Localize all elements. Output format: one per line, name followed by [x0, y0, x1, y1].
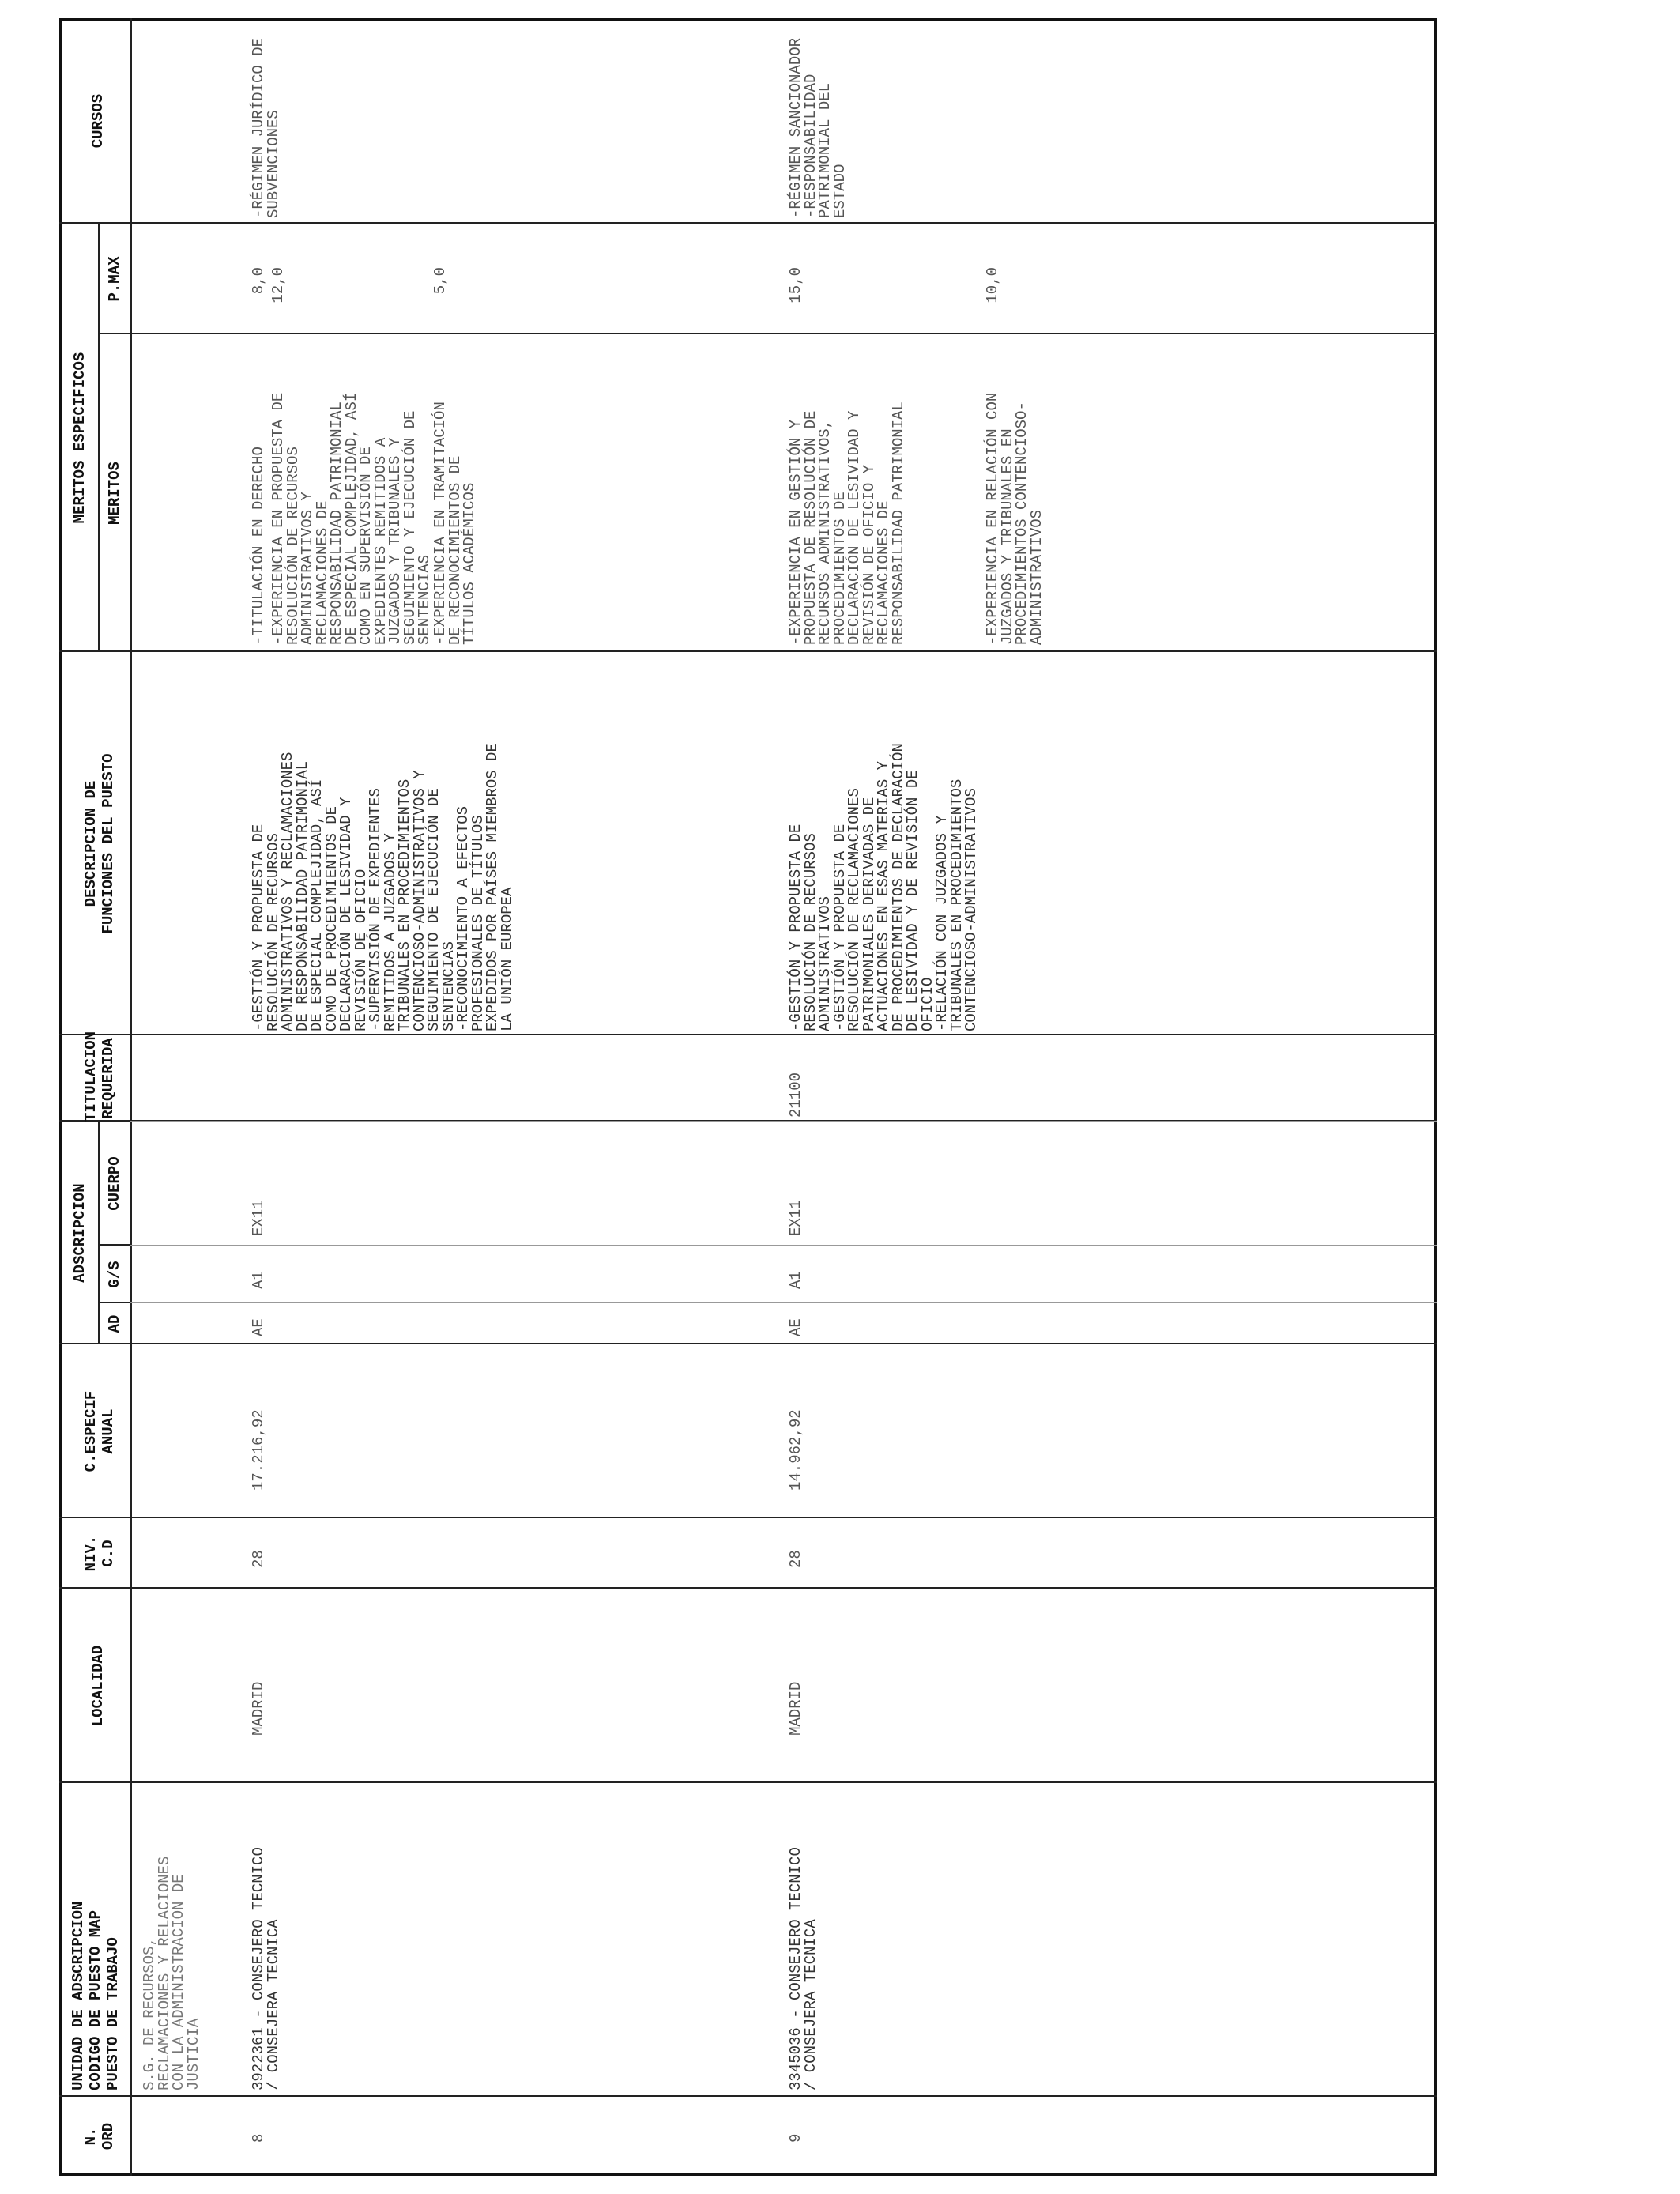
- row-8-merito-2-pmax: 12,0: [269, 267, 287, 303]
- row-9-localidad: MADRID: [787, 1681, 804, 1736]
- col-rule-2: [59, 1781, 1437, 1783]
- row-8-number: 8: [250, 2133, 267, 2143]
- header-bottom-rule: [130, 18, 132, 2176]
- unit-heading: S.G. DE RECURSOS, RECLAMACIONES Y RELACIONES CON LA ADMINISTRACION DE JUSTICIA: [141, 1856, 202, 2090]
- col-rule-6-body: [130, 1302, 1437, 1303]
- col-rule-7-body: [130, 1245, 1437, 1246]
- row-8-gs: A1: [250, 1271, 267, 1289]
- header-titulacion: TITULACION REQUERIDA: [82, 1031, 117, 1122]
- col-rule-11: [98, 333, 1437, 334]
- header-gs: G/S: [106, 1261, 123, 1288]
- header-descripcion: DESCRIPCION DE FUNCIONES DEL PUESTO: [82, 753, 117, 934]
- col-rule-12: [59, 222, 1437, 224]
- header-especifico: C.ESPECIF ANUAL: [82, 1390, 117, 1472]
- row-9-gs: A1: [787, 1271, 804, 1289]
- row-8-descripcion: -GESTIÓN Y PROPUESTA DE RESOLUCIÓN DE RECURSOS ADMINISTRATIVOS Y RECLAMACIONES DE RESPONSABILIDAD PATRIMONIAL DE ESPECIAL COMPLEJIDAD, ASÍ COMO DE PROCEDIMIENTOS DE DECLARACIÓN DE LESIVIDAD Y REVISIÓN DE OFICIO -SUPERVISIÓN DE EXPEDIENTES REMITIDOS A JUZGADOS Y TRIBUNALES EN PROCEDIMIENTOS CONTENCIOSO-ADMINISTRATIVOS Y SEGUIMIENTO DE EJECUCIÓN DE SENTENCIAS -RECONOCIMIENTO A EFECTOS PROFESIONALES DE TÍTULOS EXPEDIDOS POR PAÍSES MIEMBROS DE LA UNIÓN EUROPEA: [250, 743, 516, 1031]
- col-rule-3: [59, 1587, 1437, 1589]
- row-8-localidad: MADRID: [250, 1681, 267, 1736]
- header-cursos: CURSOS: [89, 93, 107, 149]
- row-9-titulacion: 21100: [787, 1072, 804, 1118]
- row-9-merito-2-pmax: 10,0: [984, 267, 1001, 303]
- row-9-especifico: 14.962,92: [787, 1409, 804, 1491]
- col-rule-1: [59, 2095, 1437, 2097]
- row-9-number: 9: [787, 2133, 804, 2143]
- subheader-rule-meritos: [98, 224, 100, 652]
- header-pmax: P.MAX: [106, 256, 123, 302]
- header-n-ord: N. ORD: [82, 2122, 117, 2151]
- col-rule-9: [59, 1034, 1437, 1035]
- row-9-puesto: 3345036 - CONSEJERO TECNICO / CONSEJERA TECNICA: [787, 1847, 819, 2090]
- row-9-merito-1: -EXPERIENCIA EN GESTIÓN Y PROPUESTA DE RESOLUCIÓN DE RECURSOS ADMINISTRATIVOS, PROCEDIMIENTOS DE DECLARACIÓN DE LESIVIDAD Y REVISIÓN DE OFICIO Y RECLAMACIONES DE RESPONSABILIDAD PATRIMONIAL: [787, 401, 907, 645]
- row-8-ad: AE: [250, 1318, 267, 1336]
- row-8-cursos: -RÉGIMEN JURÍDICO DE SUBVENCIONES: [250, 37, 282, 218]
- row-8-cuerpo: EX11: [250, 1200, 267, 1236]
- row-8-merito-2: -EXPERIENCIA EN PROPUESTA DE RESOLUCIÓN DE RECURSOS ADMINISTRATIVOS Y RECLAMACIONES DE RESPONSABILIDAD PATRIMONIAL DE ESPECIAL COMPLEJIDAD, ASÍ COMO EN SUPERVISIÓN DE EXPEDIENTES REMITIDOS A JUZGADOS Y TRIBUNALES Y SEGUIMIENTO Y EJECUCIÓN DE SENTENCIAS: [269, 392, 433, 645]
- header-localidad: LOCALIDAD: [89, 1645, 107, 1727]
- row-9-ad: AE: [787, 1318, 804, 1336]
- header-meritos: MERITOS: [106, 462, 123, 525]
- row-9-nivel: 28: [787, 1550, 804, 1568]
- row-9-descripcion: -GESTIÓN Y PROPUESTA DE RESOLUCIÓN DE RECURSOS ADMINISTRATIVOS -GESTIÓN Y PROPUESTA DE RESOLUCIÓN DE RECLAMACIONES PATRIMONIALES DERIVADAS DE ACTUACIONES EN ESAS MATERIAS Y DE PROCEDIMIENTOS DE DECLARACIÓN DE LESIVIDAD Y DE REVISIÓN DE OFICIO -RELACIÓN CON JUZGADOS Y TRIBUNALES EN PROCEDIMIENTOS CONTENCIOSO-ADMINISTRATIVOS: [787, 743, 980, 1031]
- row-8-especifico: 17.216,92: [250, 1409, 267, 1491]
- row-8-merito-3-pmax: 5,0: [431, 267, 449, 295]
- header-adscripcion: ADSCRIPCION: [71, 1183, 89, 1283]
- row-9-merito-1-pmax: 15,0: [787, 267, 804, 303]
- row-9-cursos: -RÉGIMEN SANCIONADOR -RESPONSABILIDAD PATRIMONIAL DEL ESTADO: [787, 37, 849, 218]
- header-cuerpo: CUERPO: [106, 1156, 123, 1211]
- row-9-merito-2: -EXPERIENCIA EN RELACIÓN CON JUZGADOS Y TRIBUNALES EN PROCEDIMIENTOS CONTENCIOSO- ADMINISTRATIVOS: [984, 392, 1045, 645]
- subheader-rule-adscripcion: [98, 1122, 100, 1344]
- col-rule-5: [59, 1343, 1437, 1344]
- header-ad: AD: [106, 1314, 123, 1333]
- header-unidad: UNIDAD DE ADSCRIPCION CODIGO DE PUESTO MAP PUESTO DE TRABAJO: [70, 1901, 122, 2090]
- header-nivel: NIV. C.D: [82, 1535, 117, 1572]
- row-9-cuerpo: EX11: [787, 1200, 804, 1236]
- row-8-merito-3: -EXPERIENCIA EN TRAMITACIÓN DE RECONOCIMIENTOS DE TÍTULOS ACADÉMICOS: [431, 401, 478, 645]
- row-8-merito-1-pmax: 8,0: [250, 267, 267, 295]
- row-8-puesto: 3922361 - CONSEJERO TECNICO / CONSEJERA TECNICA: [250, 1847, 282, 2090]
- col-rule-4: [59, 1517, 1437, 1518]
- row-8-nivel: 28: [250, 1550, 267, 1568]
- row-8-merito-1: -TITULACIÓN EN DERECHO: [250, 447, 267, 645]
- header-meritos-especificos: MERITOS ESPECIFICOS: [71, 352, 89, 524]
- col-rule-8-body: [130, 1121, 1437, 1122]
